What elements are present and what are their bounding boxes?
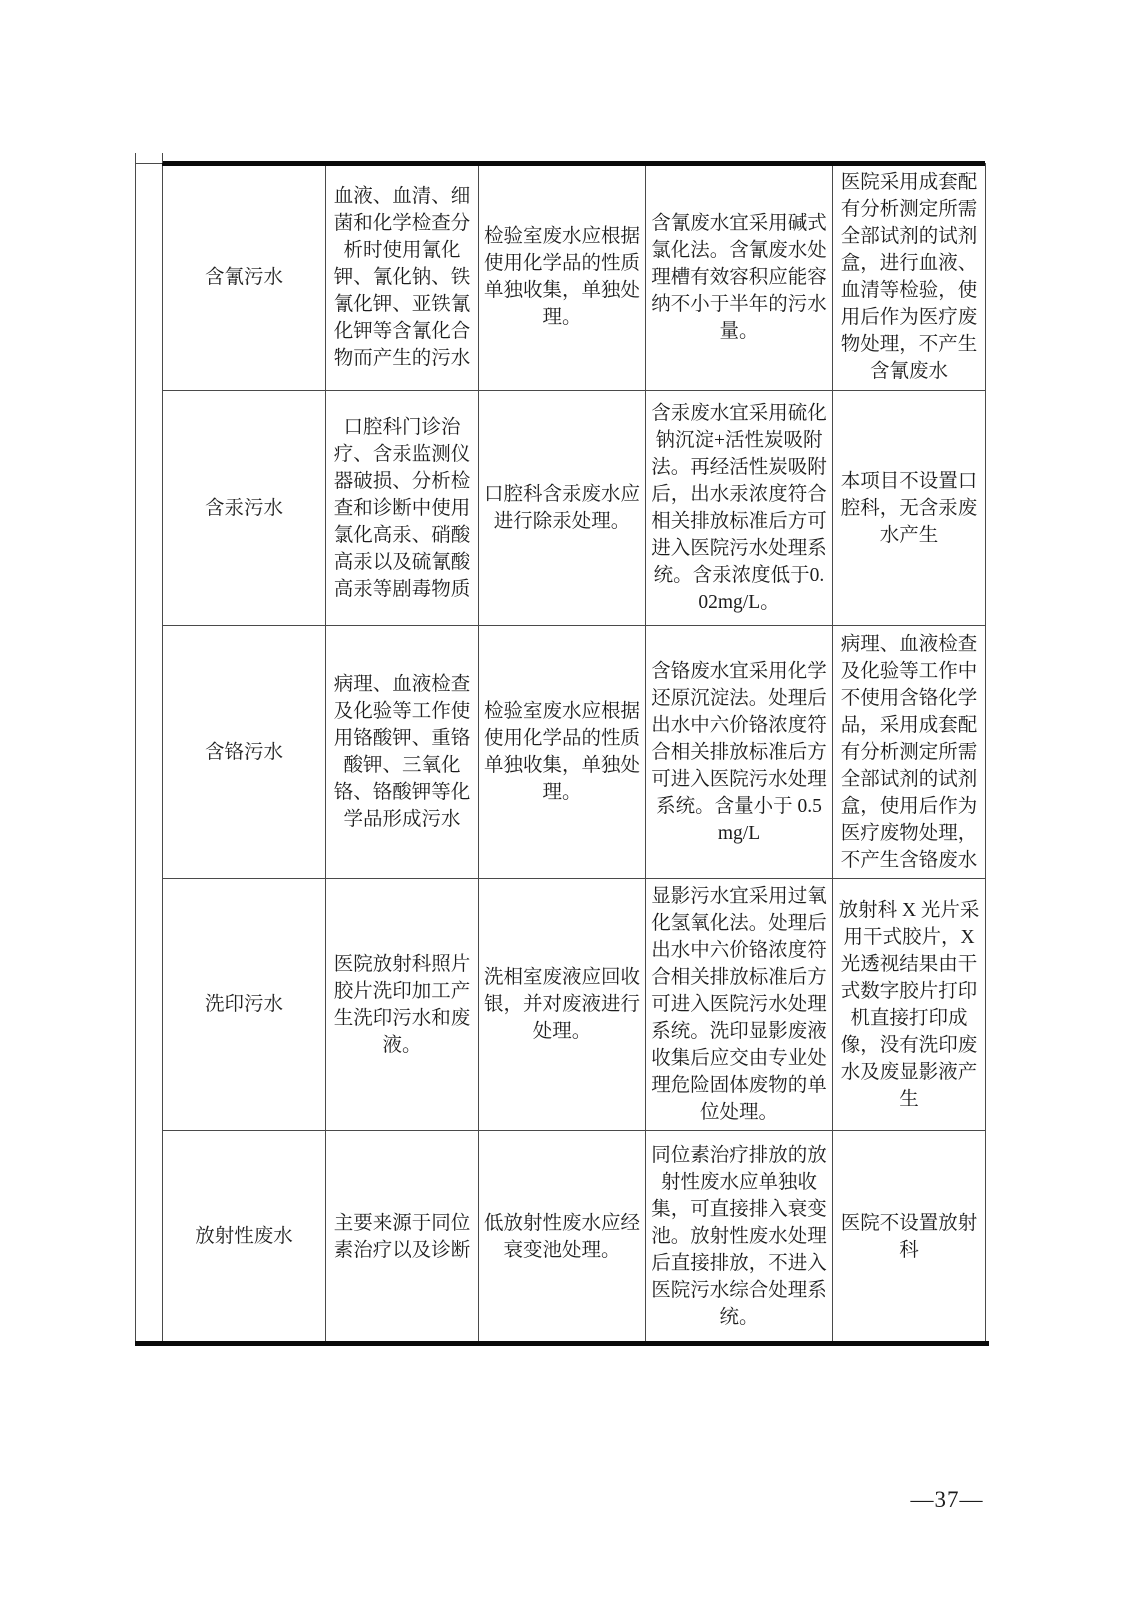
wastewater-table-container	[135, 163, 985, 1343]
continuation-empty-cell	[136, 164, 163, 1343]
cell-project-note: 医院采用成套配有分析测定所需全部试剂的试剂盒，进行血液、血清等检验，使用后作为医疗废物处理，不产生含氰废水	[833, 164, 986, 391]
table-continuation-tick-right	[162, 153, 163, 163]
table-row	[136, 879, 986, 1131]
cell-treatment-requirement: 检验室废水应根据使用化学品的性质单独收集，单独处理。	[479, 626, 646, 879]
cell-source: 病理、血液检查及化验等工作使用铬酸钾、重铬酸钾、三氧化铬、铬酸钾等化学品形成污水	[326, 626, 479, 879]
cell-project-note: 本项目不设置口腔科，无含汞废水产生	[833, 391, 986, 626]
table-row	[136, 626, 986, 879]
table-continuation-rule-top	[162, 161, 985, 166]
page-number: —37—	[910, 1487, 984, 1512]
cell-wastewater-type: 含氰污水	[163, 164, 326, 391]
table-row	[136, 164, 986, 391]
cell-project-note: 病理、血液检查及化验等工作中不使用含铬化学品，采用成套配有分析测定所需全部试剂的试剂盒，使用后作为医疗废物处理，不产生含铬废水	[833, 626, 986, 879]
cell-treatment-method: 显影污水宜采用过氧化氢氧化法。处理后出水中六价铬浓度符合相关排放标准后方可进入医院污水处理系统。洗印显影废液收集后应交由专业处理危险固体废物的单位处理。	[646, 879, 833, 1131]
cell-project-note: 放射科 X 光片采用干式胶片，X 光透视结果由干式数字胶片打印机直接打印成像，没有洗印废水及废显影液产生	[833, 879, 986, 1131]
cell-project-note: 医院不设置放射科	[833, 1131, 986, 1343]
cell-source: 口腔科门诊治疗、含汞监测仪器破损、分析检查和诊断中使用氯化高汞、硝酸高汞以及硫氰酸高汞等剧毒物质	[326, 391, 479, 626]
cell-treatment-method: 含铬废水宜采用化学还原沉淀法。处理后出水中六价铬浓度符合相关排放标准后方可进入医院污水处理系统。含量小于 0.5mg/L	[646, 626, 833, 879]
cell-treatment-requirement: 低放射性废水应经衰变池处理。	[479, 1131, 646, 1343]
hazardous-wastewater-table	[135, 163, 986, 1343]
cell-treatment-method: 含汞废水宜采用硫化钠沉淀+活性炭吸附法。再经活性炭吸附后，出水汞浓度符合相关排放标准后方可进入医院污水处理系统。含汞浓度低于0.02mg/L。	[646, 391, 833, 626]
table-continuation-tick-left	[135, 153, 136, 163]
cell-treatment-requirement: 洗相室废液应回收银，并对废液进行处理。	[479, 879, 646, 1131]
cell-treatment-method: 同位素治疗排放的放射性废水应单独收集，可直接排入衰变池。放射性废水处理后直接排放，不进入医院污水综合处理系统。	[646, 1131, 833, 1343]
cell-wastewater-type: 洗印污水	[163, 879, 326, 1131]
cell-treatment-requirement: 检验室废水应根据使用化学品的性质单独收集，单独处理。	[479, 164, 646, 391]
cell-source: 医院放射科照片胶片洗印加工产生洗印污水和废液。	[326, 879, 479, 1131]
cell-source: 血液、血清、细菌和化学检查分析时使用氰化钾、氰化钠、铁氰化钾、亚铁氰化钾等含氰化合物而产生的污水	[326, 164, 479, 391]
cell-source: 主要来源于同位素治疗以及诊断	[326, 1131, 479, 1343]
table-row	[136, 1131, 986, 1343]
cell-wastewater-type: 含汞污水	[163, 391, 326, 626]
cell-treatment-requirement: 口腔科含汞废水应进行除汞处理。	[479, 391, 646, 626]
table-row	[136, 391, 986, 626]
table-continuation-rule-bottom	[135, 1341, 989, 1346]
cell-wastewater-type: 放射性废水	[163, 1131, 326, 1343]
cell-treatment-method: 含氰废水宜采用碱式氯化法。含氰废水处理槽有效容积应能容纳不小于半年的污水量。	[646, 164, 833, 391]
cell-wastewater-type: 含铬污水	[163, 626, 326, 879]
